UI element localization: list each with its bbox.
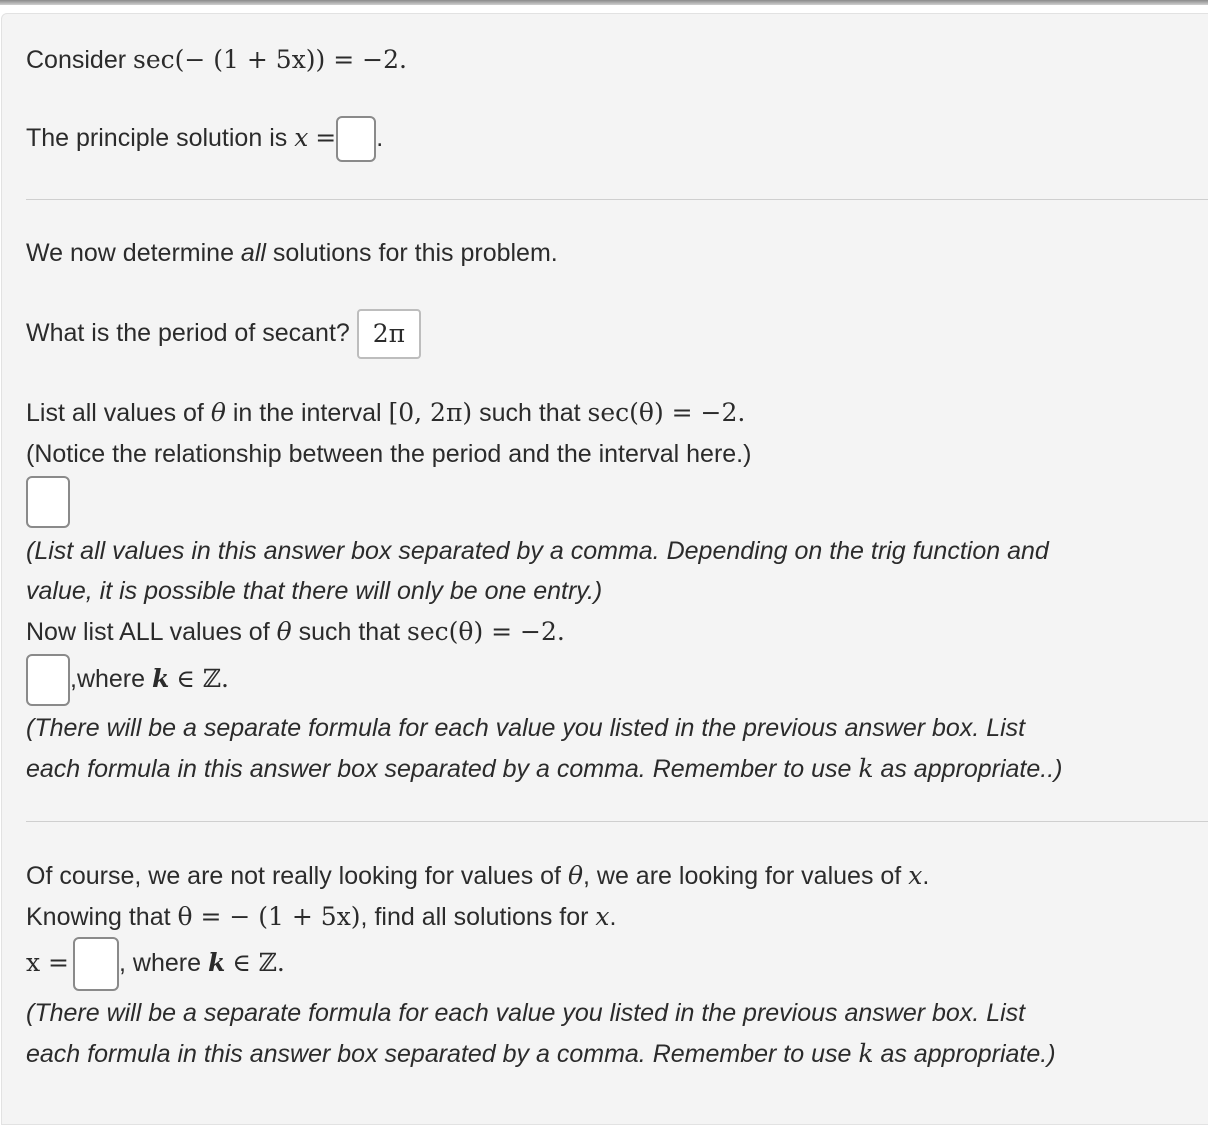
theta-equation: θ = − (1 + 5x) — [177, 902, 361, 931]
interval: [0, 2π) — [388, 398, 473, 427]
text: Knowing that — [26, 903, 171, 931]
intro-text: We now determine — [26, 239, 241, 267]
intro-text-end: solutions for this problem. — [265, 239, 558, 267]
x-knowing — [26, 902, 616, 932]
text: as appropriate.) — [880, 1040, 1056, 1068]
condition: sec(θ) = −2. — [407, 617, 565, 646]
dot: . — [609, 903, 617, 931]
list-prompt — [26, 398, 745, 428]
text: as appropriate..) — [880, 755, 1063, 783]
period-question: What is the period of secant? — [26, 319, 350, 347]
theta: θ — [276, 617, 292, 646]
in-integers: ∈ ℤ. — [232, 948, 285, 977]
text: Now list ALL values of — [26, 618, 270, 646]
top-bar — [0, 0, 1208, 5]
text: List all values of — [26, 399, 204, 427]
text: in the interval — [232, 399, 382, 427]
text: , find all solutions for — [360, 903, 589, 931]
k-var: k — [152, 664, 170, 693]
list-hint: value, it is possible that there will only be one entry.) — [26, 577, 603, 605]
all-values-row — [26, 653, 229, 706]
x-equals: x = — [26, 948, 69, 977]
x-hint-2 — [26, 1039, 1056, 1069]
condition: sec(θ) = −2. — [587, 398, 746, 427]
all-hint-2 — [26, 754, 1063, 784]
text: , we are looking for values of — [583, 862, 902, 890]
k-var: k — [858, 754, 874, 783]
x-var: x — [595, 902, 610, 931]
all-theta-input[interactable] — [26, 654, 70, 706]
text: such that — [479, 399, 581, 427]
text: each formula in this answer box separated by a comma. Remember to use — [26, 1040, 852, 1068]
x-prompt — [26, 861, 929, 891]
divider — [26, 199, 1208, 200]
x-var: x — [294, 123, 309, 152]
text: each formula in this answer box separated by a comma. Remember to use — [26, 755, 852, 783]
all-hint: (There will be a separate formula for each value you listed in the previous answer box. List — [26, 714, 1026, 742]
text: such that — [298, 618, 401, 646]
k-var: k — [207, 948, 226, 977]
x-var: x — [908, 861, 923, 890]
equals-sign: = — [315, 123, 337, 152]
period-answer-input[interactable]: 2π — [357, 309, 421, 359]
theta: θ — [210, 398, 226, 427]
principle-solution-input[interactable] — [336, 116, 376, 162]
where-text: ,where — [70, 665, 146, 693]
x-answer-row — [26, 937, 285, 991]
question-statement — [26, 45, 407, 75]
x-hint: (There will be a separate formula for each value you listed in the previous answer box. List — [26, 999, 1026, 1027]
equation: sec(− (1 + 5x)) = −2. — [133, 45, 407, 74]
dot: . — [922, 862, 930, 890]
theta-values-input[interactable] — [26, 476, 70, 528]
where-text: , where — [119, 949, 201, 977]
all-values-prompt — [26, 617, 565, 647]
text: Of course, we are not really looking for values of — [26, 862, 561, 890]
divider — [26, 821, 1208, 822]
principle-solution-row — [26, 113, 383, 163]
x-solutions-input[interactable] — [73, 937, 119, 991]
theta: θ — [567, 861, 584, 890]
period-dot: . — [376, 124, 384, 152]
in-integers: ∈ ℤ. — [176, 664, 229, 693]
k-var: k — [858, 1039, 874, 1068]
list-hint: (List all values in this answer box separated by a comma. Depending on the trig function and — [26, 537, 1049, 565]
principle-label: The principle solution is — [26, 124, 288, 152]
notice-text: (Notice the relationship between the period and the interval here.) — [26, 440, 752, 468]
consider-label: Consider — [26, 46, 127, 74]
intro-emphasis: all — [240, 239, 266, 267]
period-row — [26, 307, 421, 359]
all-solutions-intro — [26, 238, 558, 268]
